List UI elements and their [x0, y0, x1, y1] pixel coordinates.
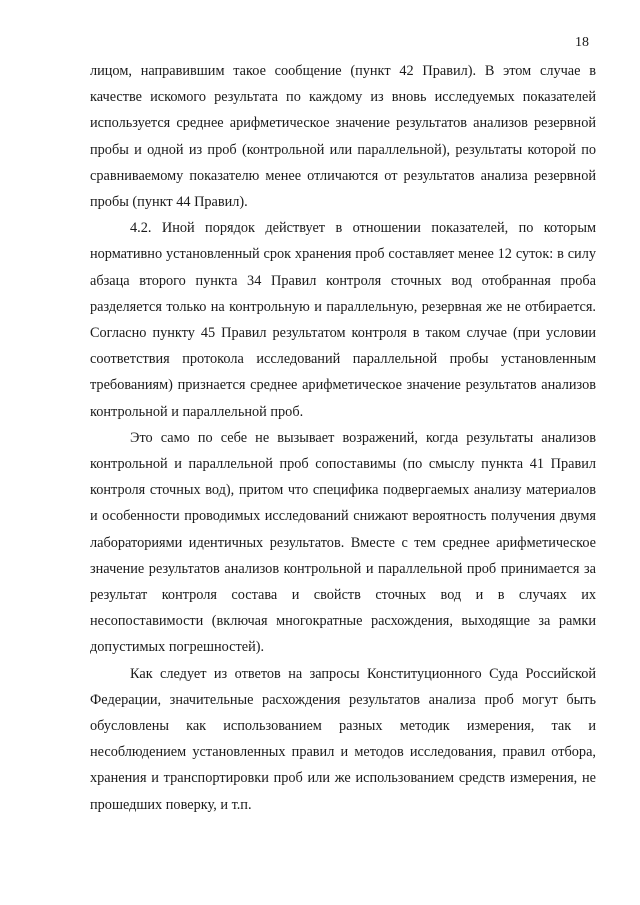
document-body: [90, 58, 596, 818]
paragraph-continuation: лицом, направившим такое сообщение (пункт 42 Правил). В этом случае в качестве искомого результата по каждому из вновь исследуемых показателей используется среднее арифметическое значение результатов анализов резервной пробы и одной из проб (контрольной или параллельной), результаты которой по сравниваемому показателю менее отличаются от результатов анализа резервной пробы (пункт 44 Правил).: [90, 63, 596, 211]
paragraph-comparability: Это само по себе не вызывает возражений, когда результаты анализов контрольной и параллельной проб сопоставимы (по смыслу пункта 41 Правил контроля сточных вод), притом что специфика подвергаемых анализу материалов и особенности проводимых исследований снижают вероятность получения двумя лабораториями идентичных результатов. Вместе с тем среднее арифметическое значение результатов анализов контрольной и параллельной проб принимается за результат контроля состава и свойств сточных вод и в случаях их несопоставимости (включая многократные расхождения, выходящие за рамки допустимых погрешностей).: [90, 429, 596, 656]
paragraph-court-inquiry: Как следует из ответов на запросы Конституционного Суда Российской Федерации, значительные расхождения результатов анализа проб могут быть обусловлены как использованием разных методик измерения, так и несоблюдением установленных правил и методов исследования, правил отбора, хранения и транспортировки проб или же использованием средств измерения, не прошедших поверку, и т.п.: [90, 665, 596, 813]
paragraph-section-4-2: 4.2. Иной порядок действует в отношении показателей, по которым нормативно установленный срок хранения проб составляет менее 12 суток: в силу абзаца второго пункта 34 Правил контроля сточных вод отобранная проба разделяется только на контрольную и параллельную, резервная же не отбирается. Согласно пункту 45 Правил результатом контроля в таком случае (при условии соответствия протокола исследований параллельной пробы установленным требованиям) признается среднее арифметическое значение результатов анализов контрольной и параллельной проб.: [90, 220, 596, 420]
page-number: 18: [575, 35, 589, 50]
